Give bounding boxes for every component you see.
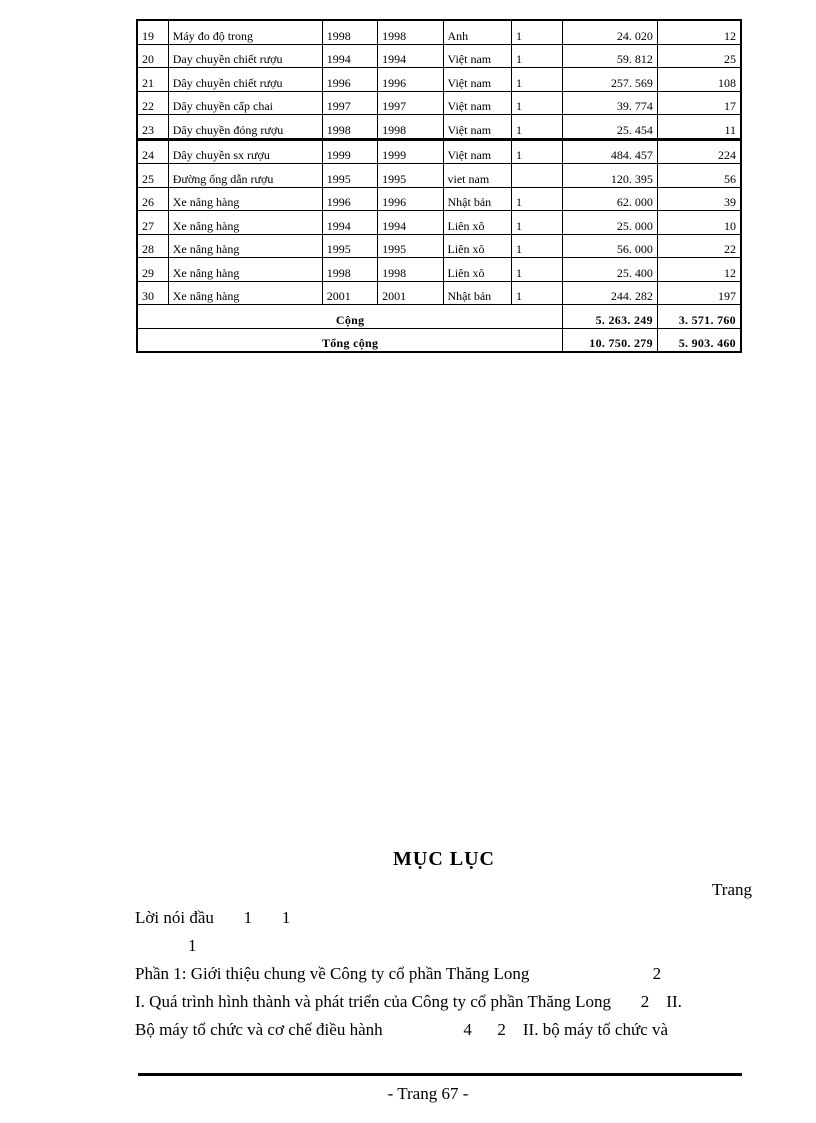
- cell-stt: 22: [137, 91, 168, 115]
- cell-stt: 25: [137, 164, 168, 188]
- cell-name: Dây chuyền cấp chai: [168, 91, 322, 115]
- cell-qty: 1: [511, 187, 562, 211]
- cell-origin: Việt nam: [443, 68, 511, 92]
- footer-rule: [138, 1073, 742, 1076]
- cell-year1: 1994: [322, 211, 377, 235]
- cell-name: Xe nâng hàng: [168, 258, 322, 282]
- cell-origin: Việt nam: [443, 115, 511, 140]
- cell-year2: 1994: [378, 211, 443, 235]
- cell-value2: 56: [657, 164, 741, 188]
- cell-qty: 1: [511, 115, 562, 140]
- cell-name: Dây chuyền chiết rượu: [168, 68, 322, 92]
- cell-qty: 1: [511, 281, 562, 305]
- table-row: [137, 115, 741, 140]
- cell-value1: 56. 000: [563, 234, 658, 258]
- cell-year1: 1998: [322, 115, 377, 140]
- cell-value2: 197: [657, 281, 741, 305]
- table-row: [137, 281, 741, 305]
- cell-name: Dây chuyền sx rượu: [168, 139, 322, 164]
- toc-page-column-header: Trang: [712, 880, 752, 899]
- cell-year2: 1995: [378, 164, 443, 188]
- cell-year1: 1995: [322, 234, 377, 258]
- cell-origin: Nhật bản: [443, 187, 511, 211]
- cell-name: Máy đo độ trong: [168, 20, 322, 44]
- table-row: [137, 211, 741, 235]
- cell-year1: 1994: [322, 44, 377, 68]
- cell-value1: 25. 400: [563, 258, 658, 282]
- cell-year2: 1999: [378, 139, 443, 164]
- toc-line: 1: [188, 936, 197, 955]
- cell-value1: 62. 000: [563, 187, 658, 211]
- cell-value1: 484. 457: [563, 139, 658, 164]
- subtotal-row: [137, 305, 741, 329]
- cell-value2: 17: [657, 91, 741, 115]
- table-row: [137, 91, 741, 115]
- cell-year2: 1995: [378, 234, 443, 258]
- cell-origin: Liên xô: [443, 211, 511, 235]
- toc-line: Lời nói đầu 1 1: [135, 908, 291, 927]
- cell-year1: 1996: [322, 68, 377, 92]
- total-row-value1: 10. 750. 279: [563, 328, 658, 352]
- cell-year2: 1997: [378, 91, 443, 115]
- table-row: [137, 187, 741, 211]
- cell-origin: Việt nam: [443, 139, 511, 164]
- cell-stt: 21: [137, 68, 168, 92]
- cell-name: Xe nâng hàng: [168, 234, 322, 258]
- cell-qty: 1: [511, 211, 562, 235]
- cell-origin: viet nam: [443, 164, 511, 188]
- cell-value2: 11: [657, 115, 741, 140]
- cell-origin: Việt nam: [443, 44, 511, 68]
- cell-value2: 25: [657, 44, 741, 68]
- toc-line: Bộ máy tổ chức và cơ chế điều hành 4 2 II. bộ máy tổ chức và: [135, 1020, 669, 1039]
- cell-qty: 1: [511, 258, 562, 282]
- table-row: [137, 44, 741, 68]
- cell-qty: 1: [511, 20, 562, 44]
- page-number: - Trang 67 -: [387, 1084, 469, 1103]
- total-row-label: Tổng cộng: [137, 328, 563, 352]
- cell-stt: 28: [137, 234, 168, 258]
- cell-year2: 1996: [378, 187, 443, 211]
- cell-year2: 2001: [378, 281, 443, 305]
- cell-stt: 26: [137, 187, 168, 211]
- cell-name: Xe nâng hàng: [168, 211, 322, 235]
- cell-year2: 1998: [378, 258, 443, 282]
- total-row-value2: 5. 903. 460: [657, 328, 741, 352]
- cell-value1: 24. 020: [563, 20, 658, 44]
- cell-stt: 27: [137, 211, 168, 235]
- cell-value1: 59. 812: [563, 44, 658, 68]
- cell-qty: [511, 164, 562, 188]
- cell-value2: 12: [657, 20, 741, 44]
- cell-year1: 1998: [322, 258, 377, 282]
- cell-value2: 39: [657, 187, 741, 211]
- cell-value2: 12: [657, 258, 741, 282]
- cell-value1: 120. 395: [563, 164, 658, 188]
- table-row: [137, 20, 741, 44]
- table-row: [137, 139, 741, 164]
- cell-year1: 1997: [322, 91, 377, 115]
- asset-table: [136, 19, 742, 353]
- cell-value1: 244. 282: [563, 281, 658, 305]
- cell-stt: 29: [137, 258, 168, 282]
- cell-name: Xe nâng hàng: [168, 281, 322, 305]
- cell-year2: 1998: [378, 20, 443, 44]
- subtotal-row-value2: 3. 571. 760: [657, 305, 741, 329]
- cell-year1: 1998: [322, 20, 377, 44]
- cell-year1: 1995: [322, 164, 377, 188]
- cell-qty: 1: [511, 234, 562, 258]
- cell-value1: 257. 569: [563, 68, 658, 92]
- cell-year2: 1996: [378, 68, 443, 92]
- subtotal-row-value1: 5. 263. 249: [563, 305, 658, 329]
- cell-year2: 1994: [378, 44, 443, 68]
- toc-title: MỤC LỤC: [393, 848, 495, 870]
- cell-year2: 1998: [378, 115, 443, 140]
- cell-name: Đường ống dẫn rượu: [168, 164, 322, 188]
- cell-stt: 20: [137, 44, 168, 68]
- cell-name: Dây chuyền đóng rượu: [168, 115, 322, 140]
- cell-stt: 23: [137, 115, 168, 140]
- total-row: [137, 328, 741, 352]
- cell-qty: 1: [511, 91, 562, 115]
- cell-value2: 10: [657, 211, 741, 235]
- table-row: [137, 258, 741, 282]
- toc-line: Phần 1: Giới thiệu chung về Công ty cổ phần Thăng Long 2: [135, 964, 662, 983]
- table-row: [137, 68, 741, 92]
- cell-stt: 30: [137, 281, 168, 305]
- cell-stt: 24: [137, 139, 168, 164]
- cell-origin: Nhật bản: [443, 281, 511, 305]
- cell-origin: Liên xô: [443, 234, 511, 258]
- cell-value2: 108: [657, 68, 741, 92]
- cell-value2: 22: [657, 234, 741, 258]
- subtotal-row-label: Cộng: [137, 305, 563, 329]
- cell-year1: 2001: [322, 281, 377, 305]
- cell-name: Xe nâng hàng: [168, 187, 322, 211]
- cell-origin: Liên xô: [443, 258, 511, 282]
- cell-origin: Việt nam: [443, 91, 511, 115]
- cell-value2: 224: [657, 139, 741, 164]
- cell-value1: 25. 000: [563, 211, 658, 235]
- cell-stt: 19: [137, 20, 168, 44]
- table-row: [137, 164, 741, 188]
- table-row: [137, 234, 741, 258]
- cell-qty: 1: [511, 44, 562, 68]
- cell-qty: 1: [511, 139, 562, 164]
- cell-qty: 1: [511, 68, 562, 92]
- toc-line: I. Quá trình hình thành và phát triển của Công ty cổ phần Thăng Long 2 II.: [135, 992, 682, 1011]
- cell-origin: Anh: [443, 20, 511, 44]
- cell-value1: 25. 454: [563, 115, 658, 140]
- cell-year1: 1999: [322, 139, 377, 164]
- cell-value1: 39. 774: [563, 91, 658, 115]
- cell-name: Day chuyền chiết rượu: [168, 44, 322, 68]
- cell-year1: 1996: [322, 187, 377, 211]
